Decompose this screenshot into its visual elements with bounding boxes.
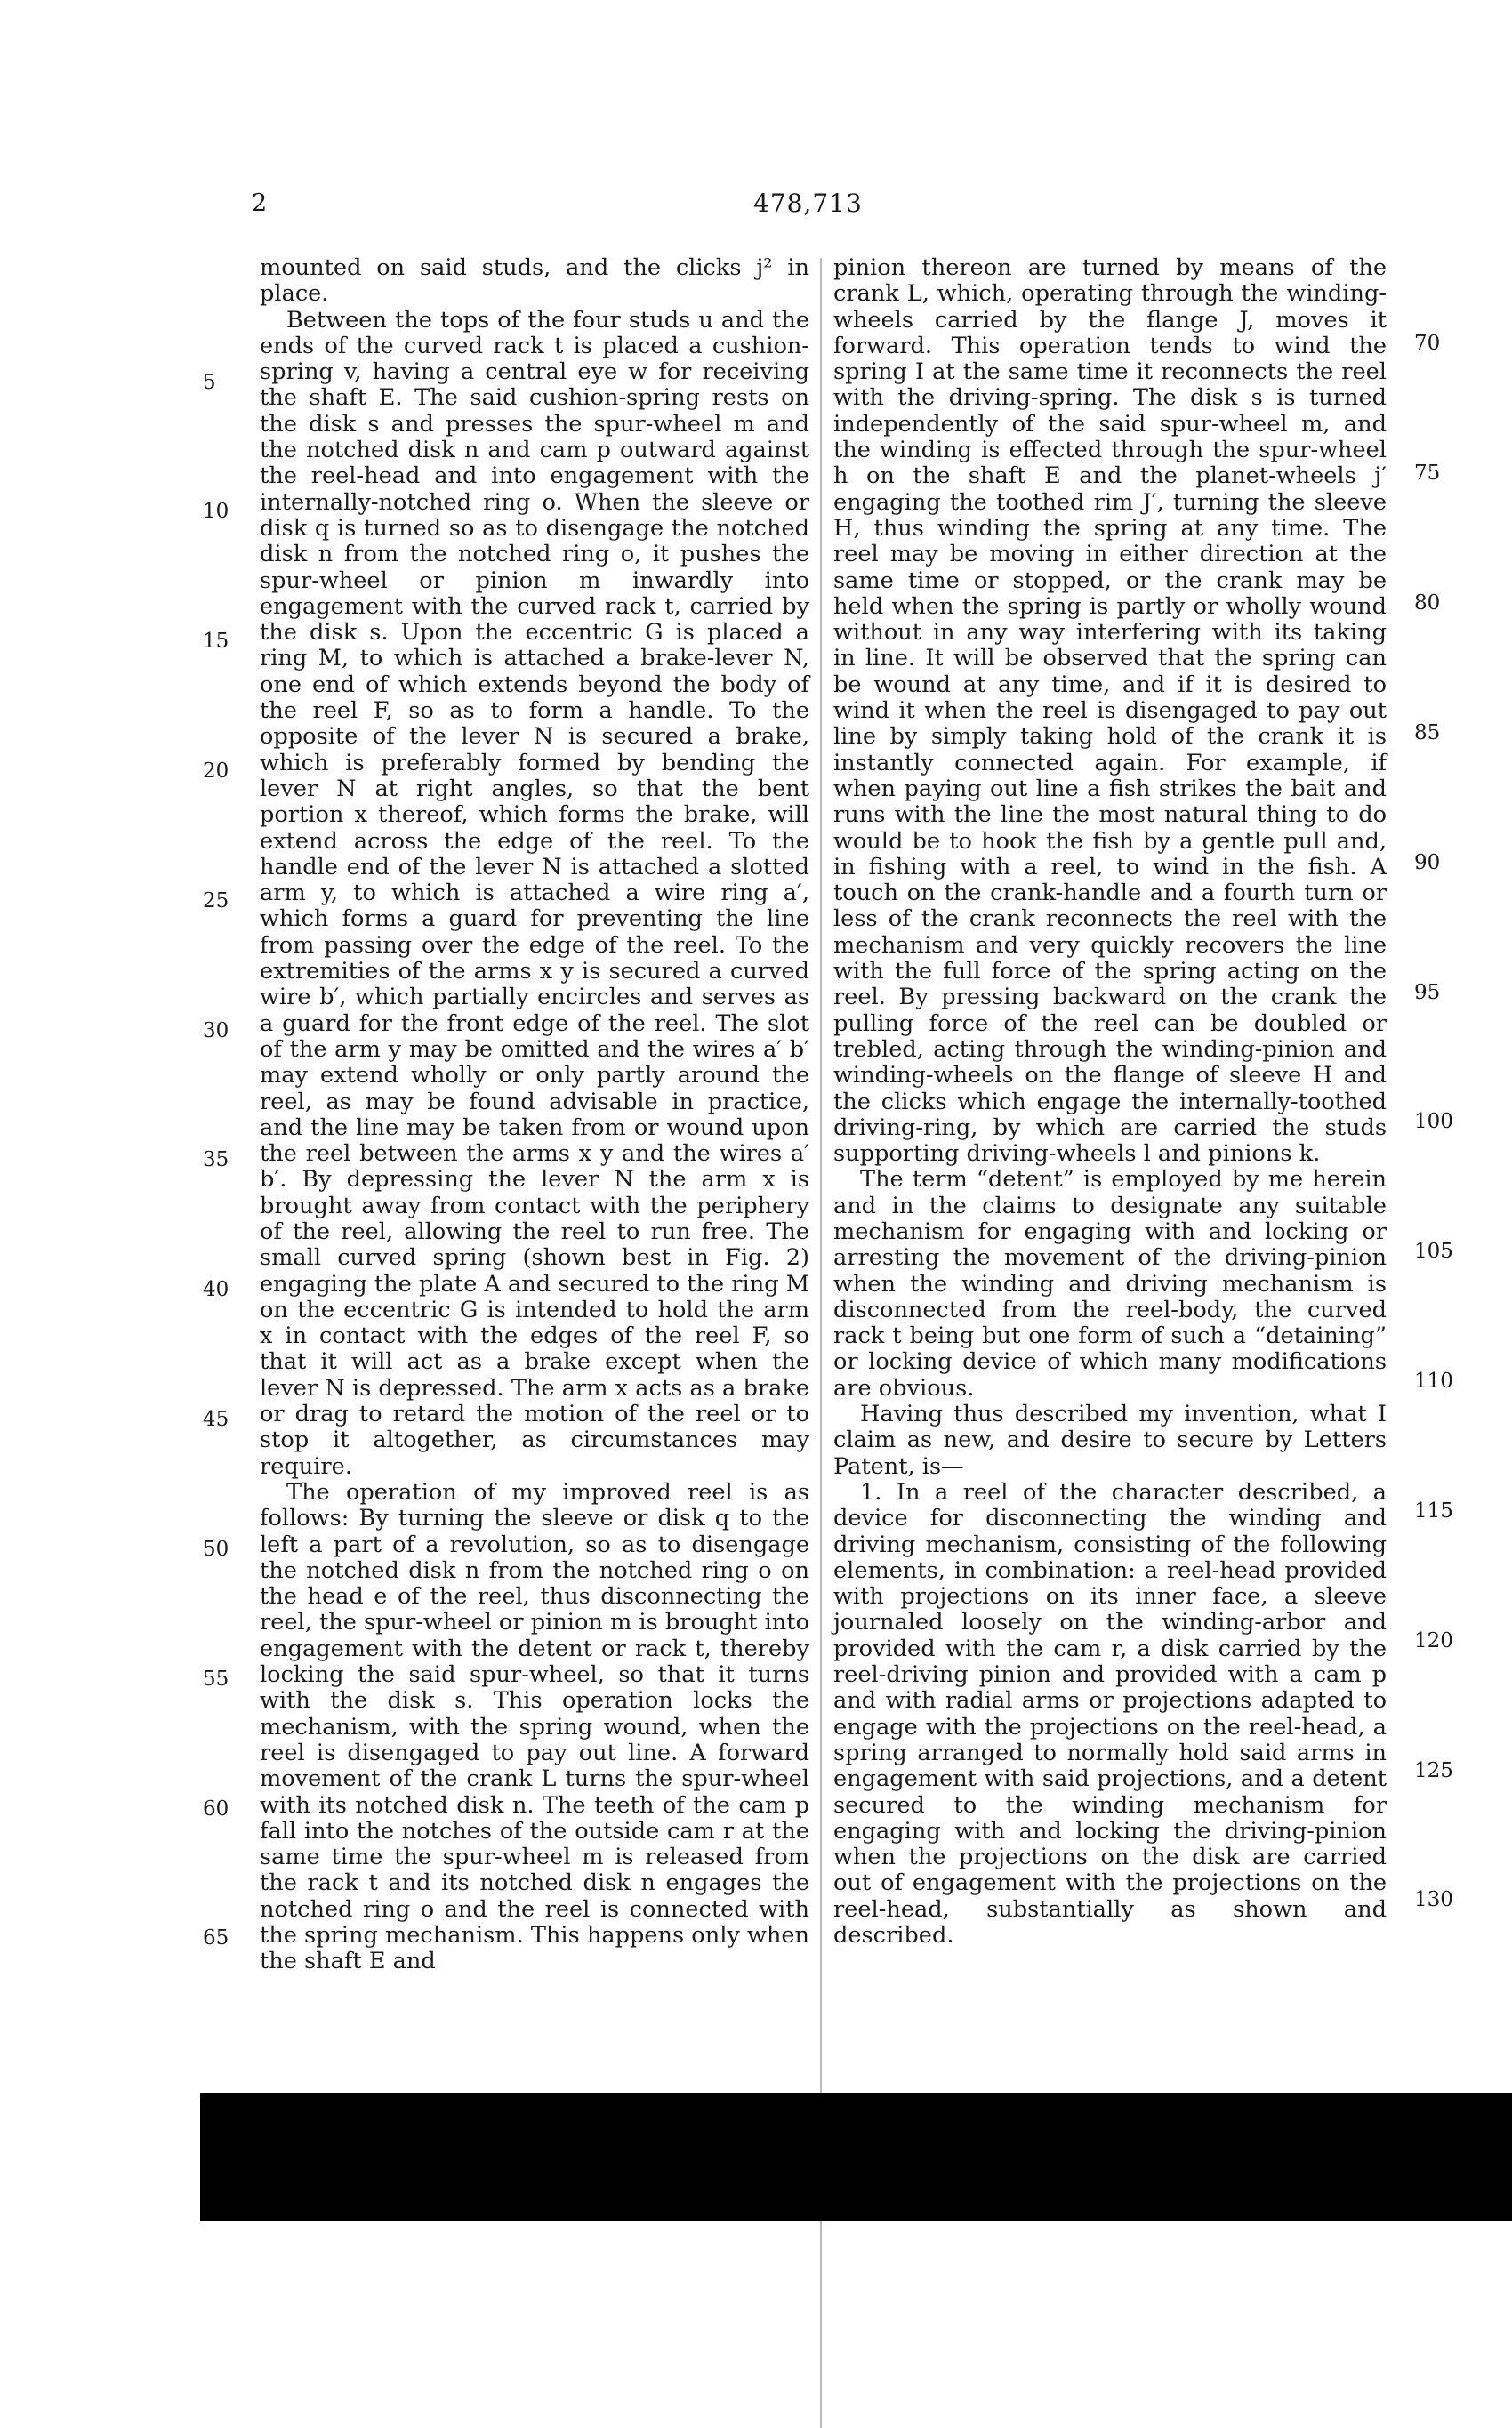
line-number: 130 bbox=[1414, 1888, 1453, 1911]
line-number: 35 bbox=[203, 1148, 229, 1171]
line-number: 60 bbox=[203, 1797, 229, 1821]
line-number: 120 bbox=[1414, 1629, 1453, 1652]
line-number: 90 bbox=[1414, 851, 1441, 874]
line-number: 65 bbox=[203, 1926, 229, 1950]
paragraph: pinion thereon are turned by means of the crank L, which, operating through the winding-wheels carried by the flange J, moves it forward. This operation tends to wind the spring I at the same time it reconnects the reel with the driving-spring. The disk s is turned independently of the said spur-wheel m, and the winding is effected through the spur-wheel h on the shaft E and the planet-wheels j′ engaging the toothed rim J′, turning the sleeve H, thus winding the spring at any time. The reel may be moving in either direction at the same time or stopped, or the crank may be held when the spring is partly or wholly wound without in any way interfering with its taking in line. It will be observed that the spring can be wound at any time, and if it is desired to wind it when the reel is disengaged to pay out line by simply taking hold of the crank it is instantly connected again. For example, if when paying out line a fish strikes the bait and runs with the line the most natural thing to do would be to hook the fish by a gentle pull and, in fishing with a reel, to wind in the fish. A touch on the crank-handle and a fourth turn or less of the crank reconnects the reel with the mechanism and very quickly recovers the line with the full force of the spring acting on the reel. By pressing backward on the crank the pulling force of the reel can be doubled or trebled, acting through the winding-pinion and winding-wheels on the flange of sleeve H and the clicks which engage the internally-toothed driving-ring, by which are carried the studs supporting driving-wheels l and pinions k. bbox=[833, 254, 1387, 1168]
line-number: 40 bbox=[203, 1278, 229, 1301]
line-number: 45 bbox=[203, 1408, 229, 1431]
scan-bottom-bar bbox=[200, 2093, 1512, 2221]
line-number: 115 bbox=[1414, 1499, 1453, 1523]
line-number: 70 bbox=[1414, 332, 1441, 355]
line-number: 125 bbox=[1414, 1759, 1453, 1782]
line-number: 80 bbox=[1414, 591, 1441, 615]
line-number: 20 bbox=[203, 760, 229, 783]
line-number: 15 bbox=[203, 630, 229, 653]
line-number: 95 bbox=[1414, 981, 1441, 1004]
line-number: 50 bbox=[203, 1538, 229, 1561]
patent-number: 478,713 bbox=[753, 189, 863, 218]
paragraph: 1. In a reel of the character described, a device for disconnecting the winding and driving mechanism, consisting of the following elements, in combination: a reel-head provided with projections on its inner face, a sleeve journaled loosely on the winding-arbor and provided with the cam r, a disk carried by the reel-driving pinion and provided with a cam p and with radial arms or projections adapted to engage with the projections on the reel-head, a spring arranged to normally hold said arms in engagement with said projections, and a detent secured to the winding mechanism for engaging with and locking the driving-pinion when the projections on the disk are carried out of engagement with the projections on the reel-head, substantially as shown and described. bbox=[833, 1478, 1387, 1949]
line-number: 85 bbox=[1414, 721, 1441, 744]
line-number: 10 bbox=[203, 500, 229, 523]
paragraph: The operation of my improved reel is as follows: By turning the sleeve or disk q to the left a part of a revolution, so as to disengage the notched disk n from the notched ring o on the head e of the reel, thus disconnecting the reel, the spur-wheel or pinion m is brought into engagement with the detent or rack t, thereby locking the said spur-wheel, so that it turns with the disk s. This operation locks the mechanism, with the spring wound, when the reel is disengaged to pay out line. A forward movement of the crank L turns the spur-wheel with its notched disk n. The teeth of the cam p fall into the notches of the outside cam r at the same time the spur-wheel m is released from the rack t and its notched disk n engages the notched ring o and the reel is connected with the spring mechanism. This happens only when the shaft E and bbox=[260, 1478, 809, 1975]
page-number: 2 bbox=[252, 189, 268, 217]
line-number: 30 bbox=[203, 1019, 229, 1042]
line-number: 25 bbox=[203, 889, 229, 913]
line-number: 55 bbox=[203, 1668, 229, 1691]
line-number: 5 bbox=[203, 371, 216, 394]
paragraph: The term “detent” is employed by me herein and in the claims to designate any suitable mechanism for engaging with and locking or arresting the movement of the driving-pinion when the winding and driving mechanism is disconnected from the reel-body, the curved rack t being but one form of such a “detaining” or locking device of which many modifications are obvious. bbox=[833, 1166, 1387, 1402]
paragraph: Between the tops of the four studs u and the ends of the curved rack t is placed a cushion-spring v, having a central eye w for receiving the shaft E. The said cushion-spring rests on the disk s and presses the spur-wheel m and the notched disk n and cam p outward against the reel-head and into engagement with the internally-notched ring o. When the sleeve or disk q is turned so as to disengage the notched disk n from the notched ring o, it pushes the spur-wheel or pinion m inwardly into engagement with the curved rack t, carried by the disk s. Upon the eccentric G is placed a ring M, to which is attached a brake-lever N, one end of which extends beyond the body of the reel F, so as to form a handle. To the opposite of the lever N is secured a brake, which is preferably formed by bending the lever N at right angles, so that the bent portion x thereof, which forms the brake, will extend across the edge of the reel. To the handle end of the lever N is attached a slotted arm y, to which is attached a wire ring a′, which forms a guard for preventing the line from passing over the edge of the reel. To the extremities of the arms x y is secured a curved wire b′, which partially encircles and serves as a guard for the front edge of the reel. The slot of the arm y may be omitted and the wires a′ b′ may extend wholly or only partly around the reel, as may be found advisable in practice, and the line may be taken from or wound upon the reel between the arms x y and the wires a′ b′. By depressing the lever N the arm x is brought away from contact with the periphery of the reel, allowing the reel to run free. The small curved spring (shown best in Fig. 2) engaging the plate A and secured to the ring M on the eccentric G is intended to hold the arm x in contact with the edges of the reel F, so that it will act as a brake except when the lever N is depressed. The arm x acts as a brake or drag to retard the motion of the reel or to stop it altogether, as circumstances may require. bbox=[260, 306, 809, 1480]
paragraph: mounted on said studs, and the clicks j² in place. bbox=[260, 254, 809, 308]
line-number: 100 bbox=[1414, 1110, 1453, 1133]
line-number: 105 bbox=[1414, 1240, 1453, 1263]
line-number: 75 bbox=[1414, 462, 1441, 485]
paragraph: Having thus described my invention, what I claim as new, and desire to secure by Letters Patent, is— bbox=[833, 1401, 1387, 1480]
left-column bbox=[260, 255, 809, 1975]
right-column bbox=[833, 255, 1387, 1949]
line-number: 110 bbox=[1414, 1370, 1453, 1393]
